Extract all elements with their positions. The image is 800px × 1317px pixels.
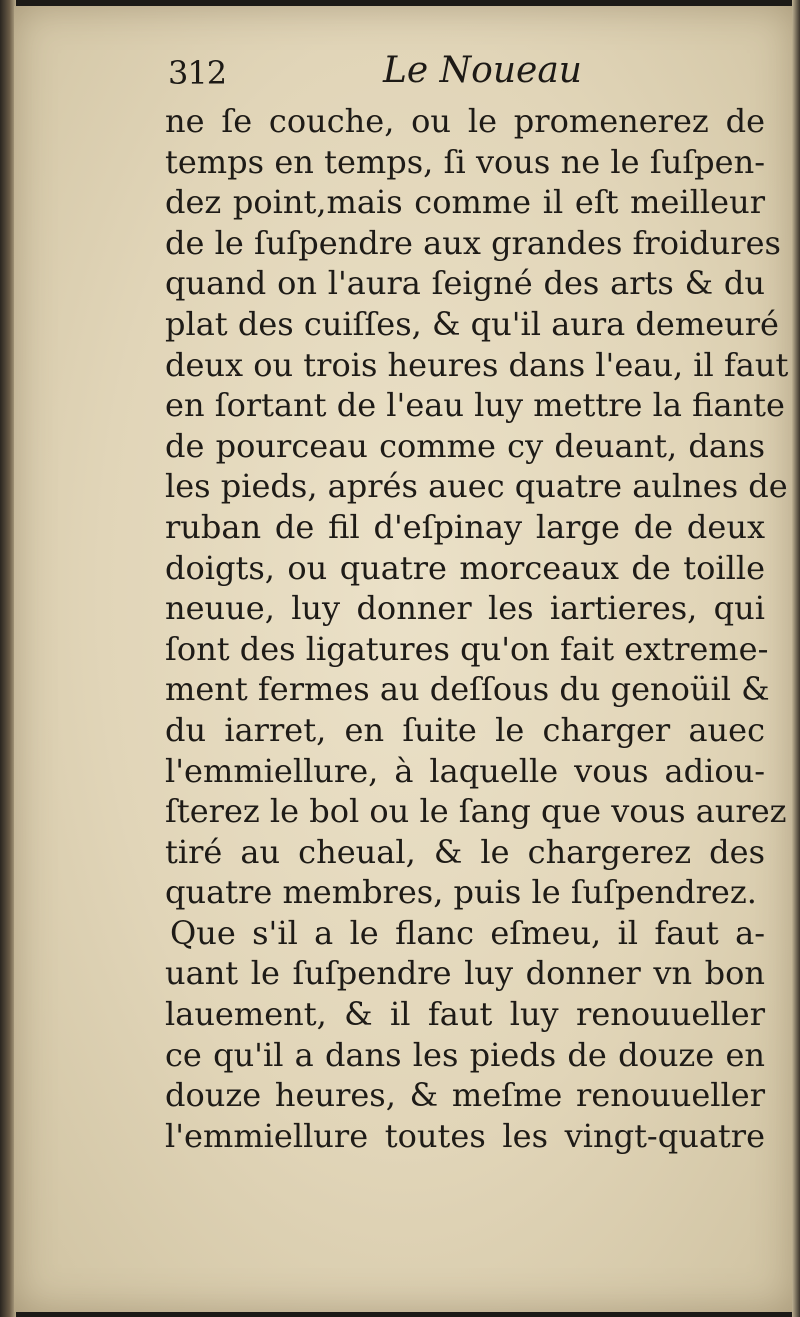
text-line: en ſortant de l'eau luy mettre la fiante [165, 386, 785, 425]
text-line: ce qu'il a dans les pieds de douze en [165, 1035, 765, 1074]
text-line: ne ſe couche, ou le promenerez de [165, 102, 765, 140]
text-line: de le ſuſpendre aux grandes froidures [165, 223, 781, 262]
text-line: neuue, luy donner les iartieres, qui [165, 589, 765, 628]
text-line: de pourceau comme cy deuant, dans [165, 426, 765, 465]
text-line: lauement, & il faut luy renouueller [165, 995, 765, 1034]
text-line: quand on l'aura ſeigné des arts & du [165, 264, 765, 303]
running-head [168, 50, 768, 100]
page-number: 312 [168, 54, 227, 92]
text-line: uant le ſuſpendre luy donner vn bon [165, 954, 765, 993]
text-line: tiré au cheual, & le chargerez des [165, 832, 765, 871]
text-line: ruban de fil d'eſpinay large de deux [165, 507, 765, 546]
text-line: l'emmiellure, à laquelle vous adiou- [165, 751, 765, 790]
text-line: du iarret, en ſuite le charger auec [165, 710, 765, 749]
text-line: quatre membres, puis le ſuſpendrez. [165, 873, 757, 912]
page-right-edge [792, 0, 800, 1317]
text-line: l'emmiellure toutes les vingt-quatre [165, 1116, 765, 1155]
text-line: ſont des ligatures qu'on fait extreme- [165, 629, 769, 668]
running-title: Le Noueau [383, 50, 582, 91]
text-line: temps en temps, ſi vous ne le ſuſpen- [165, 142, 765, 181]
text-line: les pieds, aprés auec quatre aulnes de [165, 467, 788, 506]
text-line: ſterez le bol ou le ſang que vous aurez [165, 792, 787, 831]
text-line: deux ou trois heures dans l'eau, il faut [165, 345, 789, 384]
body-text [165, 101, 789, 1156]
text-line: douze heures, & meſme renouueller [165, 1076, 765, 1115]
text-line: doigts, ou quatre morceaux de toille [165, 548, 765, 587]
text-line: plat des cuiſſes, & qu'il aura demeuré [165, 304, 779, 343]
text-line: Que s'il a le flanc eſmeu, il faut a- [170, 913, 765, 952]
text-line: dez point,mais comme il eſt meilleur [165, 183, 765, 222]
text-line: ment fermes au deſſous du genoüil & [165, 670, 770, 709]
